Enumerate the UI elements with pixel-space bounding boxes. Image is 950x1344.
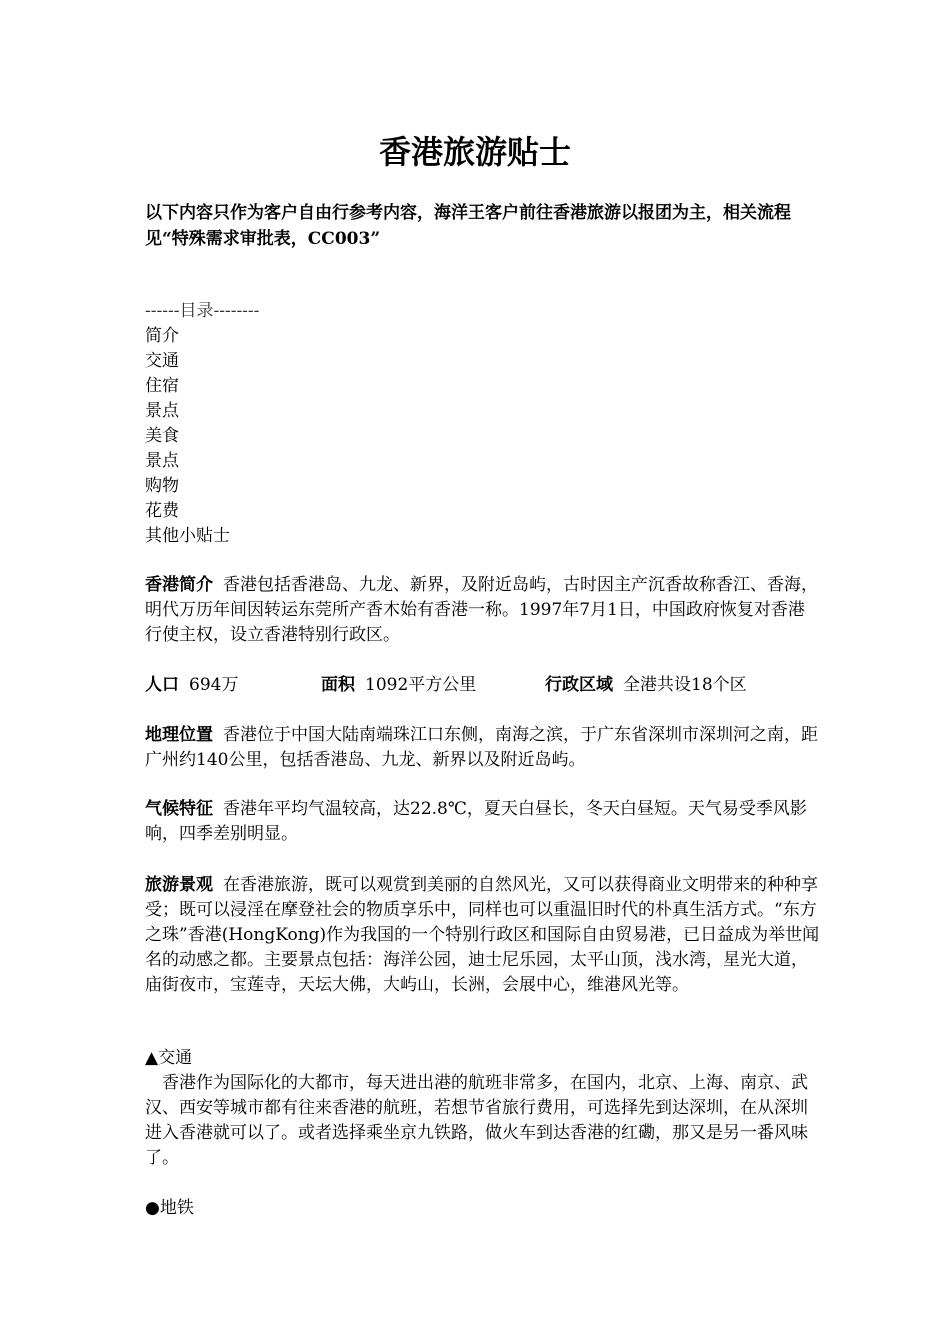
toc-item-sights-2: 景点 bbox=[145, 451, 179, 471]
area-value: 1092平方公里 bbox=[365, 675, 477, 695]
metro-section bbox=[145, 1196, 820, 1221]
intro-note: 以下内容只作为客户自由行参考内容，海洋王客户前往香港旅游以报团为主，相关流程见“特殊需求审批表，CC003” bbox=[145, 203, 791, 249]
districts-stat bbox=[545, 673, 747, 698]
scenery-label: 旅游景观 bbox=[145, 875, 213, 895]
area-stat bbox=[321, 673, 476, 698]
toc-heading: ------目录-------- bbox=[145, 301, 260, 321]
page-title: 香港旅游贴士 bbox=[378, 133, 571, 171]
scenery-text: 在香港旅游，既可以观赏到美丽的自然风光，又可以获得商业文明带来的种种享受；既可以浸淫在摩登社会的物质享乐中，同样也可以重温旧时代的朴真生活方式。“东方之珠”香港(HongKong)作为我国的一个特别行政区和国际自由贸易港，已日益成为举世闻名的动感之都。主要景点包括：海洋公园，迪士尼乐园，太平山顶，浅水湾，星光大道，庙街夜市，宝莲寺，天坛大佛，大屿山，长洲，会展中心，维港风光等。 bbox=[145, 875, 820, 995]
population-stat bbox=[145, 673, 238, 698]
table-of-contents bbox=[145, 299, 445, 549]
geography-text: 香港位于中国大陆南端珠江口东侧，南海之滨，于广东省深圳市深圳河之南，距广州约140公里，包括香港岛、九龙、新界以及附近岛屿。 bbox=[145, 725, 818, 770]
metro-heading: ●地铁 bbox=[145, 1198, 194, 1218]
toc-item-transport: 交通 bbox=[145, 351, 179, 371]
overview-text: 香港包括香港岛、九龙、新界，及附近岛屿，古时因主产沉香故称香江、香海，明代万历年间因转运东莞所产香木始有香港一称。1997年7月1日，中国政府恢复对香港行使主权，设立香港特别行政区。 bbox=[145, 575, 818, 645]
toc-item-intro: 简介 bbox=[145, 326, 179, 346]
climate-text: 香港年平均气温较高，达22.8℃，夏天白昼长，冬天白昼短。天气易受季风影响，四季差别明显。 bbox=[145, 799, 807, 844]
toc-item-lodging: 住宿 bbox=[145, 376, 179, 396]
transport-heading: ▲交通 bbox=[145, 1048, 193, 1068]
districts-label: 行政区域 bbox=[545, 675, 613, 695]
toc-item-costs: 花费 bbox=[145, 501, 179, 521]
stats-row bbox=[145, 673, 825, 698]
climate-label: 气候特征 bbox=[145, 799, 213, 819]
toc-item-food: 美食 bbox=[145, 426, 179, 446]
population-value: 694万 bbox=[189, 675, 239, 695]
transport-text: 香港作为国际化的大都市，每天进出港的航班非常多，在国内，北京、上海、南京、武汉、西安等城市都有往来香港的航班，若想节省旅行费用，可选择先到达深圳，在从深圳进入香港就可以了。或者选择乘坐京九铁路，做火车到达香港的红磡，那又是另一番风味了。 bbox=[145, 1073, 808, 1168]
transport-section bbox=[145, 1046, 820, 1171]
area-label: 面积 bbox=[321, 675, 355, 695]
population-label: 人口 bbox=[145, 675, 179, 695]
scenery-section bbox=[145, 873, 820, 998]
geography-label: 地理位置 bbox=[145, 725, 213, 745]
toc-item-shopping: 购物 bbox=[145, 476, 179, 496]
climate-section bbox=[145, 797, 820, 847]
toc-item-sights: 景点 bbox=[145, 401, 179, 421]
districts-value: 全港共设18个区 bbox=[623, 675, 747, 695]
overview-label: 香港简介 bbox=[145, 575, 213, 595]
geography-section bbox=[145, 723, 820, 773]
overview-section bbox=[145, 573, 820, 648]
toc-item-tips: 其他小贴士 bbox=[145, 526, 230, 546]
